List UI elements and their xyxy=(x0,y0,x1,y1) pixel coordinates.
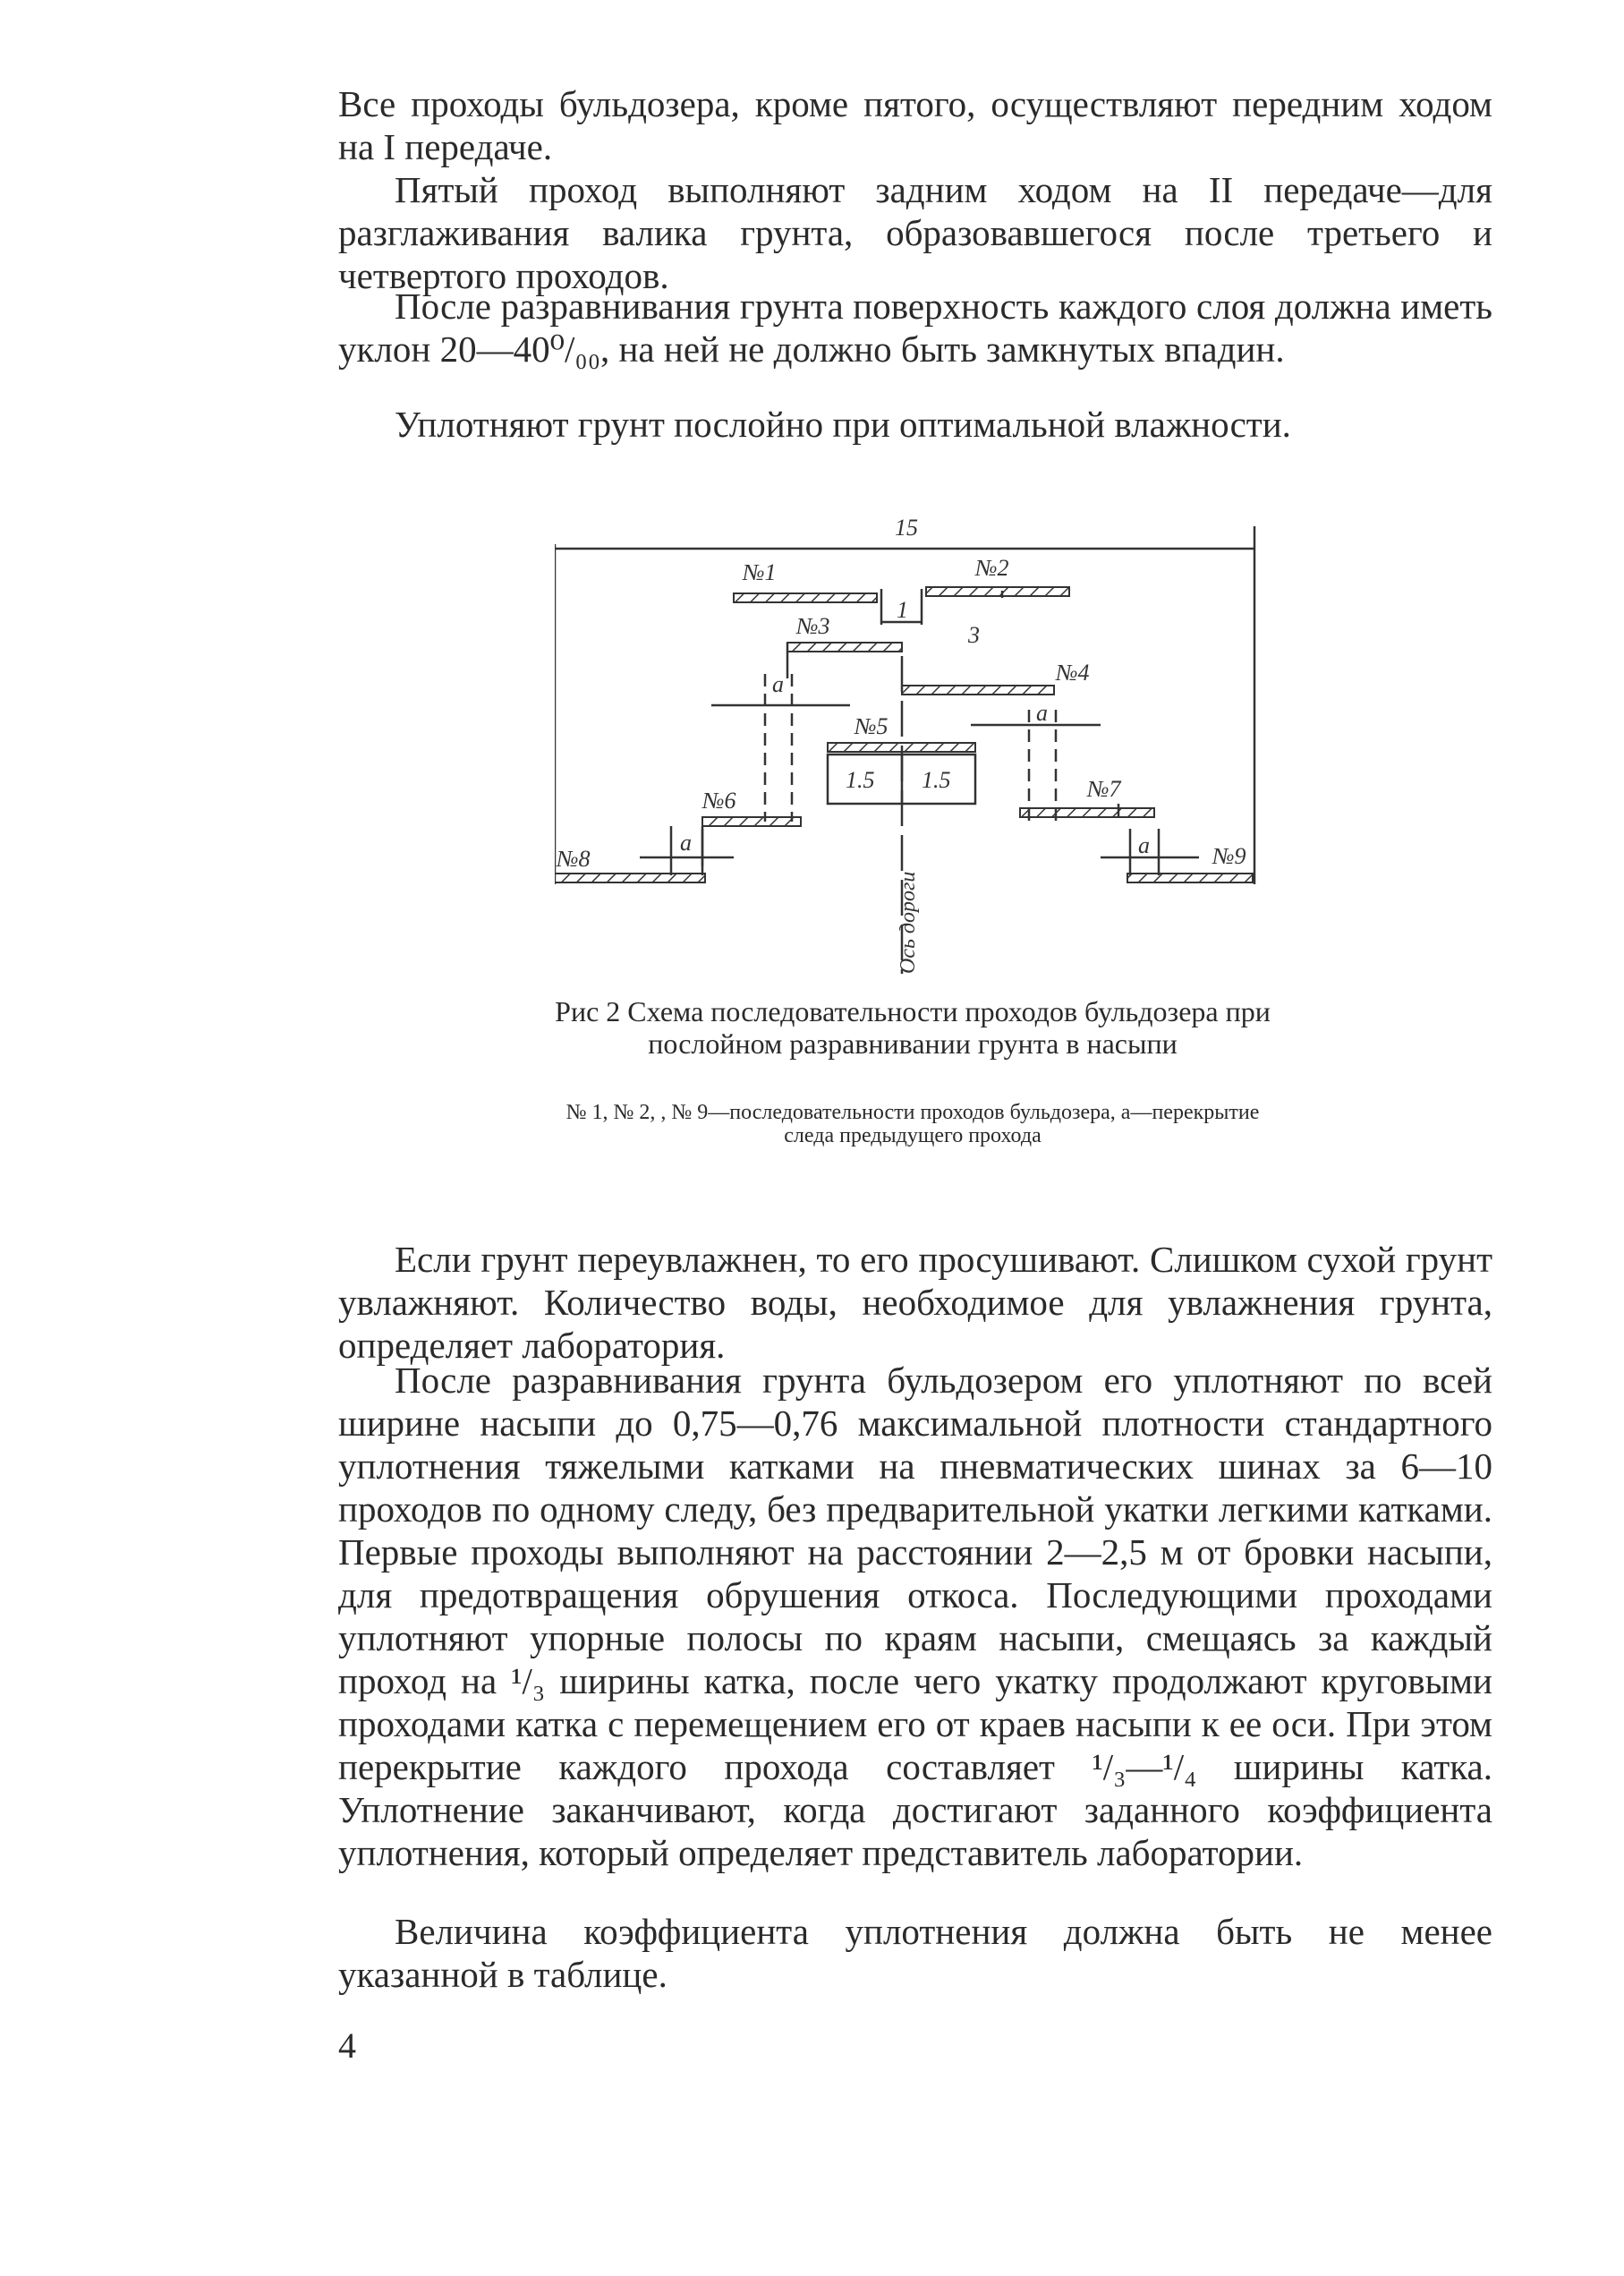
overlap-label-4: a xyxy=(1138,832,1150,858)
half-label-right: 1.5 xyxy=(922,767,951,793)
paragraph-2: Пятый проход выполняют задним ходом на II передаче—для разглаживания валика грунта, образовавшегося после третьего и четвертого проходов. xyxy=(338,169,1492,296)
pass-label-2: №2 xyxy=(975,555,1009,581)
pass-bar-5 xyxy=(828,743,975,752)
pass-label-4: №4 xyxy=(1056,660,1090,686)
half-label-left: 1.5 xyxy=(846,767,875,793)
axis-label: Ось дороги xyxy=(897,871,920,974)
pass-bar-4 xyxy=(902,686,1054,695)
paragraph-4: Уплотняют грунт послойно при оптимальной влажности. xyxy=(395,404,1291,445)
pass-label-6: №6 xyxy=(702,788,736,814)
pass-bar-8 xyxy=(555,874,705,882)
overlap-label-2: a xyxy=(1036,700,1048,726)
pass-bar-7 xyxy=(1020,808,1154,817)
pass-bar-1 xyxy=(734,593,877,602)
bulldozer-pass-diagram xyxy=(555,508,1271,983)
offset-label: 3 xyxy=(968,622,980,648)
figure-caption-legend: № 1, № 2, , № 9—последовательности проходов бульдозера, a—перекрытие следа предыдущего прохода xyxy=(565,1101,1260,1147)
overlap-label-3: a xyxy=(680,830,692,856)
paragraph-3: После разравнивания грунта поверхность каждого слоя должна иметь уклон 20—40⁰/₀₀, на ней не должно быть замкнутых впадин. xyxy=(338,286,1492,370)
pass-label-7: №7 xyxy=(1087,776,1121,802)
overlap-label-1: a xyxy=(772,671,784,697)
pass-bar-2 xyxy=(926,587,1069,596)
pass-label-3: №3 xyxy=(796,613,830,639)
page-number: 4 xyxy=(338,2025,356,2066)
paragraph-7: Величина коэффициента уплотнения должна быть не менее указанной в таблице. xyxy=(338,1911,1492,1995)
pass-bar-6 xyxy=(702,817,801,826)
pass-label-8: №8 xyxy=(557,846,591,872)
pass-label-9: №9 xyxy=(1212,843,1246,869)
pass-bar-3 xyxy=(787,643,902,652)
width-label: 15 xyxy=(895,515,918,541)
pass-bar-9 xyxy=(1127,874,1253,882)
paragraph-1: Все проходы бульдозера, кроме пятого, осуществляют передним ходом на I передаче. xyxy=(338,83,1492,167)
figure-caption-title: Рис 2 Схема последовательности проходов бульдозера при послойном разравнивании грунта в насыпи xyxy=(555,995,1271,1060)
pass-label-5: №5 xyxy=(855,713,889,739)
paragraph-6: После разравнивания грунта бульдозером его уплотняют по всей ширине насыпи до 0,75—0,76 максимальной плотности стандартного уплотнения тяжелыми катками на пневматических шинах за 6—10 проходов по одному следу, без предварительной укатки легкими катками. Первые проходы выполняют на расстоянии 2—2,5 м от бровки насыпи, для предотвращения обрушения откоса. Последующими проходами уплотняют упорные полосы по краям насыпи, смещаясь за каждый проход на ¹/₃ ширины катка, после чего укатку продолжают круговыми проходами катка с перемещением его от краев насыпи к ее оси. При этом перекрытие каждого прохода составляет ¹/₃—¹/₄ ширины катка. Уплотнение заканчивают, когда достигают заданного коэффициента уплотнения, который определяет представитель лаборатории. xyxy=(338,1360,1492,1873)
pass-label-1: №1 xyxy=(743,559,777,585)
gap-label: 1 xyxy=(897,597,908,623)
paragraph-5: Если грунт переувлажнен, то его просушивают. Слишком сухой грунт увлажняют. Количество воды, необходимое для увлажнения грунта, определяет лаборатория. xyxy=(338,1239,1492,1366)
